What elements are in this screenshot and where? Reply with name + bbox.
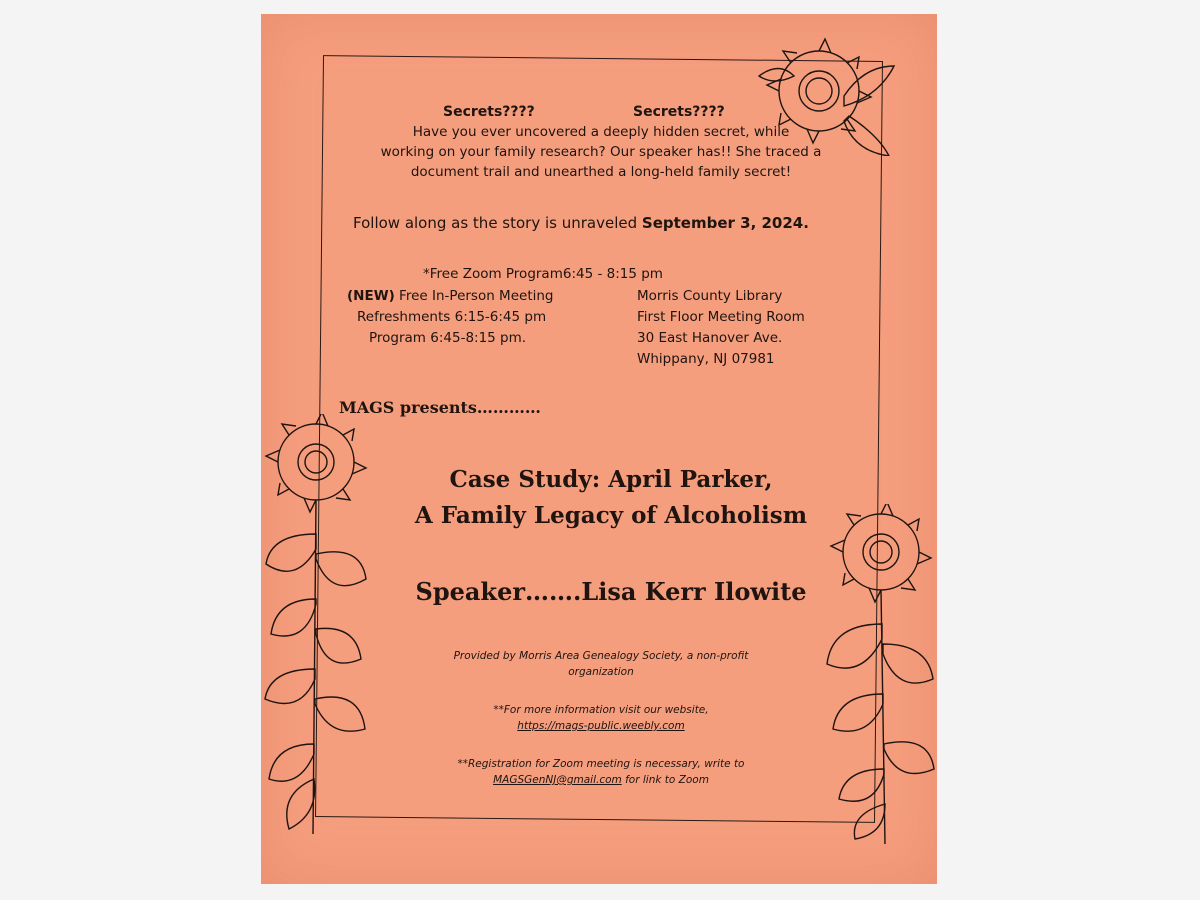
address-line: 30 East Hanover Ave. — [637, 330, 783, 346]
venue-address — [637, 286, 805, 370]
registration-line: **Registration for Zoom meeting is necessary, write to — [457, 758, 745, 770]
address-line: Morris County Library — [637, 288, 783, 304]
secrets-heading-right: Secrets???? — [633, 104, 725, 120]
zoom-program-line: *Free Zoom Program6:45 - 8:15 pm — [423, 266, 663, 282]
provided-by-note — [381, 648, 821, 680]
intro-paragraph — [341, 122, 861, 182]
in-person-details — [347, 286, 554, 349]
website-note — [381, 702, 821, 734]
intro-line: working on your family research? Our speaker has!! She traced a — [380, 144, 822, 160]
provided-line: organization — [568, 666, 634, 678]
website-link[interactable]: https://mags-public.weebly.com — [517, 720, 685, 732]
new-badge: (NEW) — [347, 288, 395, 304]
refreshments-line: Refreshments 6:15-6:45 pm — [357, 309, 547, 325]
speaker-line: Speaker…….Lisa Kerr Ilowite — [415, 577, 807, 606]
mags-presents: MAGS presents………… — [339, 398, 541, 417]
case-study-title — [321, 462, 901, 534]
sunflower-stem-icon — [811, 504, 937, 844]
address-line: Whippany, NJ 07981 — [637, 351, 775, 367]
secrets-heading-left: Secrets???? — [443, 104, 535, 120]
email-link[interactable]: MAGSGenNJ@gmail.com — [493, 774, 622, 786]
follow-along-line — [353, 214, 873, 232]
info-line: **For more information visit our website, — [493, 704, 709, 716]
program-line: Program 6:45-8:15 pm. — [369, 330, 527, 346]
email-suffix: for link to Zoom — [621, 774, 709, 786]
address-line: First Floor Meeting Room — [637, 309, 805, 325]
registration-note — [381, 756, 821, 788]
case-title-line: Case Study: April Parker, — [449, 466, 773, 493]
case-title-line: A Family Legacy of Alcoholism — [414, 502, 808, 529]
intro-line: document trail and unearthed a long-held family secret! — [410, 164, 792, 180]
in-person-label: Free In-Person Meeting — [394, 288, 554, 304]
intro-line: Have you ever uncovered a deeply hidden secret, while — [412, 124, 790, 140]
event-date: September 3, 2024. — [641, 214, 809, 232]
flyer-paper — [261, 14, 937, 884]
provided-line: Provided by Morris Area Genealogy Society, a non-profit — [453, 650, 749, 662]
follow-text: Follow along as the story is unraveled — [353, 214, 642, 232]
